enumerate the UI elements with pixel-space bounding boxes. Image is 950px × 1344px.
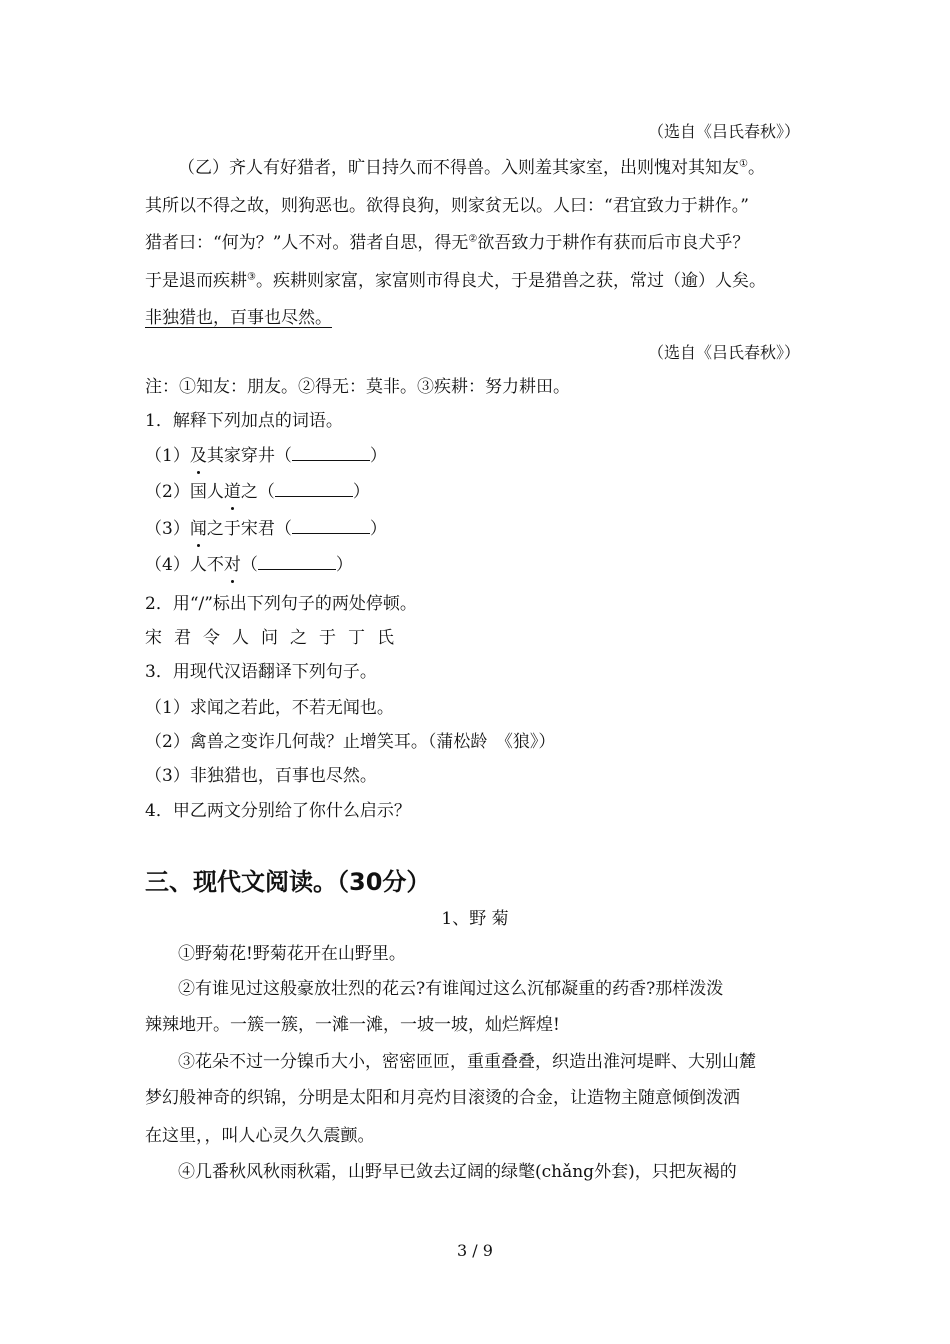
question-3-item-2: （2）禽兽之变诈几何哉？止增笑耳。（蒲松龄 《狼》） (145, 732, 556, 752)
question-3-item-1: （1）求闻之若此，不若无闻也。 (145, 698, 394, 718)
answer-blank[interactable] (292, 446, 370, 461)
question-1-item-2: （2）国人道之（ ） (145, 482, 370, 502)
passage-yi-line-1: （乙）齐人有好猎者，旷日持久而不得兽。入则羞其家室，出则愧对其知友①。 (178, 158, 765, 178)
answer-blank[interactable] (275, 482, 353, 497)
passage-yi-line-4: 于是退而疾耕③。疾耕则家富，家富则市得良犬，于是猎兽之获，常过（逾）人矣。 (145, 271, 766, 291)
article-title: 1、野 菊 (441, 909, 509, 929)
annotation-note: 注：①知友：朋友。②得无：莫非。③疾耕：努力耕田。 (145, 377, 570, 397)
question-4-title: 4．甲乙两文分别给了你什么启示？ (145, 801, 411, 821)
question-1-item-4: （4）人不对（ ） (145, 555, 353, 575)
source-citation: （选自《吕氏春秋》） (647, 343, 800, 362)
source-citation: （选自《吕氏春秋》） (647, 122, 800, 141)
answer-blank[interactable] (258, 555, 336, 570)
article-paragraph-3-line-2: 梦幻般神奇的织锦，分明是太阳和月亮灼目滚烫的合金，让造物主随意倾倒泼洒 (145, 1088, 740, 1108)
article-paragraph-2-line-2: 辣辣地开。一簇一簇，一滩一滩，一坡一坡，灿烂辉煌! (145, 1015, 560, 1035)
passage-yi-underlined-sentence: 非独猎也，百事也尽然。 (145, 308, 332, 328)
question-1-item-1: （1）及其家穿井（ ） (145, 446, 387, 466)
question-2-sentence: 宋君令人问之于丁氏 (145, 628, 406, 648)
question-3-item-3: （3）非独猎也，百事也尽然。 (145, 766, 377, 786)
question-1-title: 1．解释下列加点的词语。 (145, 411, 343, 431)
section-heading: 三、现代文阅读。（30分） (145, 868, 431, 896)
question-1-item-3: （3）闻之于宋君（ ） (145, 519, 387, 539)
question-2-title: 2．用“/”标出下列句子的两处停顿。 (145, 594, 417, 614)
passage-yi-line-3: 猎者曰：“何为？”人不对。猎者自思，得无②欲吾致力于耕作有获而后市良犬乎？ (145, 233, 750, 253)
article-paragraph-4-line-1: ④几番秋风秋雨秋霜，山野早已敛去辽阔的绿氅(chǎng外套)，只把灰褐的 (178, 1162, 737, 1182)
page-number: 3 / 9 (457, 1241, 493, 1260)
answer-blank[interactable] (292, 519, 370, 534)
article-paragraph-3-line-3: 在这里，，叫人心灵久久震颤。 (145, 1126, 375, 1146)
question-3-title: 3．用现代汉语翻译下列句子。 (145, 662, 377, 682)
article-paragraph-2-line-1: ②有谁见过这般豪放壮烈的花云?有谁闻过这么沉郁凝重的药香?那样泼泼 (178, 979, 724, 999)
article-paragraph-3-line-1: ③花朵不过一分镍币大小，密密匝匝，重重叠叠，织造出淮河堤畔、大别山麓 (178, 1052, 756, 1072)
article-paragraph-1: ①野菊花!野菊花开在山野里。 (178, 944, 406, 964)
passage-yi-line-2: 其所以不得之故，则狗恶也。欲得良狗，则家贫无以。人曰：“君宜致力于耕作。” (145, 196, 749, 216)
